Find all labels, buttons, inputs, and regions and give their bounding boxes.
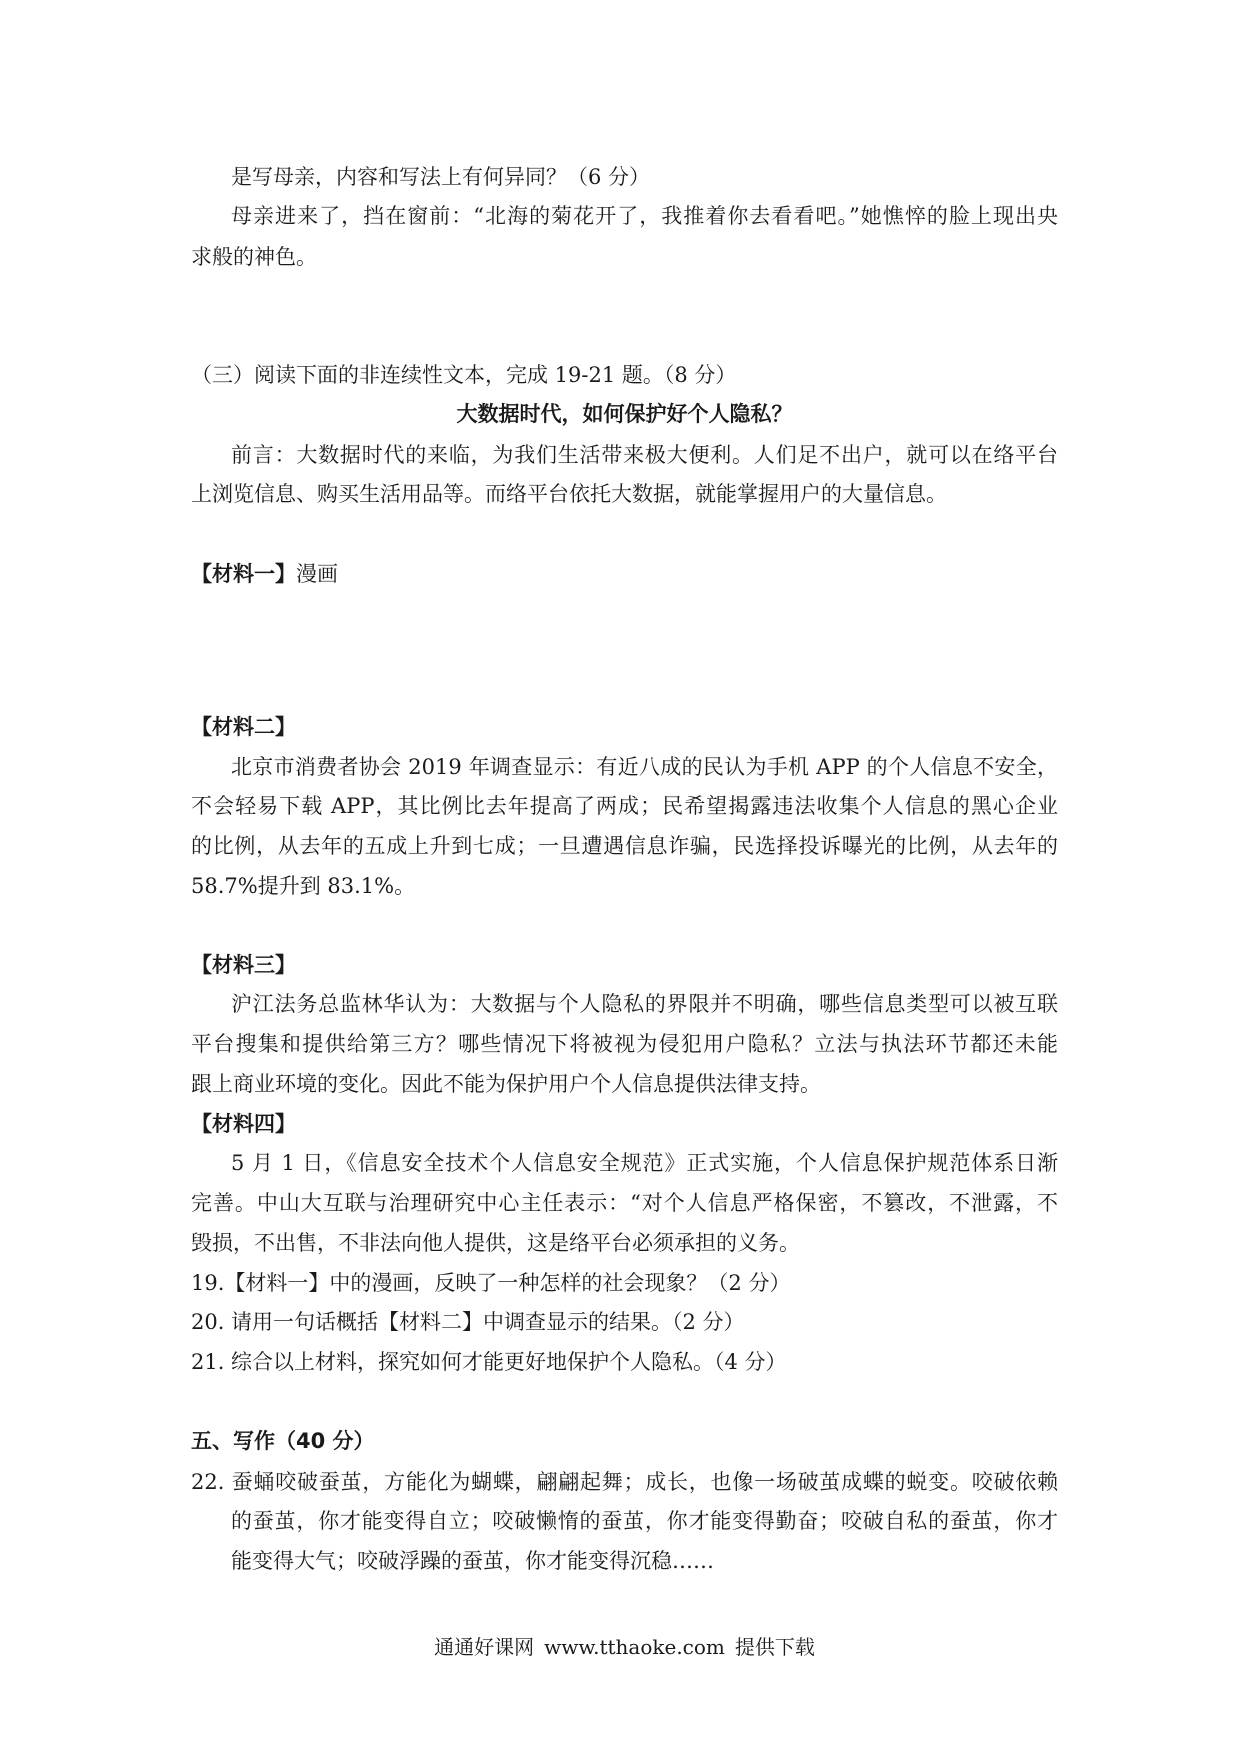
material2-line: 的比例，从去年的五成上升到七成；一旦遭遇信息诈骗，民选择投诉曝光的比例，从去年的	[191, 834, 1058, 858]
question-number: 21.	[191, 1350, 225, 1374]
material4-line: 毁损，不出售，不非法向他人提供，这是络平台必须承担的义务。	[191, 1231, 800, 1255]
question-text: 请用一句话概括【材料二】中调查显示的结果。（2 分）	[231, 1310, 745, 1334]
footer-suffix: 提供下载	[734, 1635, 815, 1659]
part5-heading: 五、写作（40 分）	[191, 1429, 375, 1453]
question-number: 19.	[191, 1271, 225, 1295]
preface-line: 前言：大数据时代的来临，为我们生活带来极大便利。人们足不出户，就可以在络平台	[231, 443, 1058, 467]
material2-label: 【材料二】	[191, 715, 296, 739]
material1-heading	[191, 560, 1058, 588]
question22-line: 能变得大气；咬破浮躁的蚕茧，你才能变得沉稳……	[231, 1549, 714, 1573]
question-text: 综合以上材料，探究如何才能更好地保护个人隐私。（4 分）	[231, 1350, 787, 1374]
quote-line: 母亲进来了，挡在窗前：“北海的菊花开了，我推着你去看看吧。”她憔悴的脸上现出央	[231, 204, 1058, 228]
quote-line: 求般的神色。	[191, 245, 317, 269]
question-text: 【材料一】中的漫画，反映了一种怎样的社会现象？（2 分）	[224, 1271, 791, 1295]
preface-line: 上浏览信息、购买生活用品等。而络平台依托大数据，就能掌握用户的大量信息。	[191, 482, 947, 506]
material4-line: 完善。中山大互联与治理研究中心主任表示：“对个人信息严格保密，不篡改，不泄露，不	[191, 1191, 1058, 1215]
material2-line: 北京市消费者协会 2019 年调查显示：有近八成的民认为手机 APP 的个人信息不安全，	[231, 755, 1058, 779]
question-19	[191, 1269, 1058, 1297]
question22-line: 的蚕茧，你才能变得自立；咬破懒惰的蚕茧，你才能变得勤奋；咬破自私的蚕茧，你才	[231, 1509, 1058, 1533]
material4-label: 【材料四】	[191, 1112, 296, 1136]
material2-line: 不会轻易下载 APP，其比例比去年提高了两成；民希望揭露违法收集个人信息的黑心企业	[191, 794, 1058, 818]
footer-site-name: 通通好课网	[434, 1635, 535, 1659]
question-text: 蚕蛹咬破蚕茧，方能化为蝴蝶，翩翩起舞；成长，也像一场破茧成蝶的蜕变。咬破依赖	[231, 1470, 1058, 1494]
material1-text: 漫画	[296, 562, 338, 586]
material1-label: 【材料一】	[191, 562, 296, 586]
question18-prompt: 是写母亲，内容和写法上有何异同？（6 分）	[231, 165, 651, 189]
part3-heading: （三）阅读下面的非连续性文本，完成 19-21 题。（8 分）	[191, 363, 737, 387]
material3-label: 【材料三】	[191, 953, 296, 977]
question-20	[191, 1308, 1058, 1336]
question-21	[191, 1348, 1058, 1376]
part3-title: 大数据时代，如何保护好个人隐私？	[456, 402, 793, 426]
material2-line: 58.7%提升到 83.1%。	[191, 874, 416, 898]
material3-line: 沪江法务总监林华认为：大数据与个人隐私的界限并不明确，哪些信息类型可以被互联	[231, 992, 1058, 1016]
question-22	[191, 1468, 1058, 1496]
material3-line: 跟上商业环境的变化。因此不能为保护用户个人信息提供法律支持。	[191, 1072, 821, 1096]
footer-url: www.tthaoke.com	[544, 1635, 725, 1659]
question-number: 22.	[191, 1470, 225, 1494]
material3-line: 平台搜集和提供给第三方？哪些情况下将被视为侵犯用户隐私？立法与执法环节都还未能	[191, 1032, 1058, 1056]
question-number: 20.	[191, 1310, 225, 1334]
material4-line: 5 月 1 日，《信息安全技术个人信息安全规范》正式实施，个人信息保护规范体系日渐	[231, 1151, 1058, 1175]
page-footer	[191, 1633, 1058, 1661]
